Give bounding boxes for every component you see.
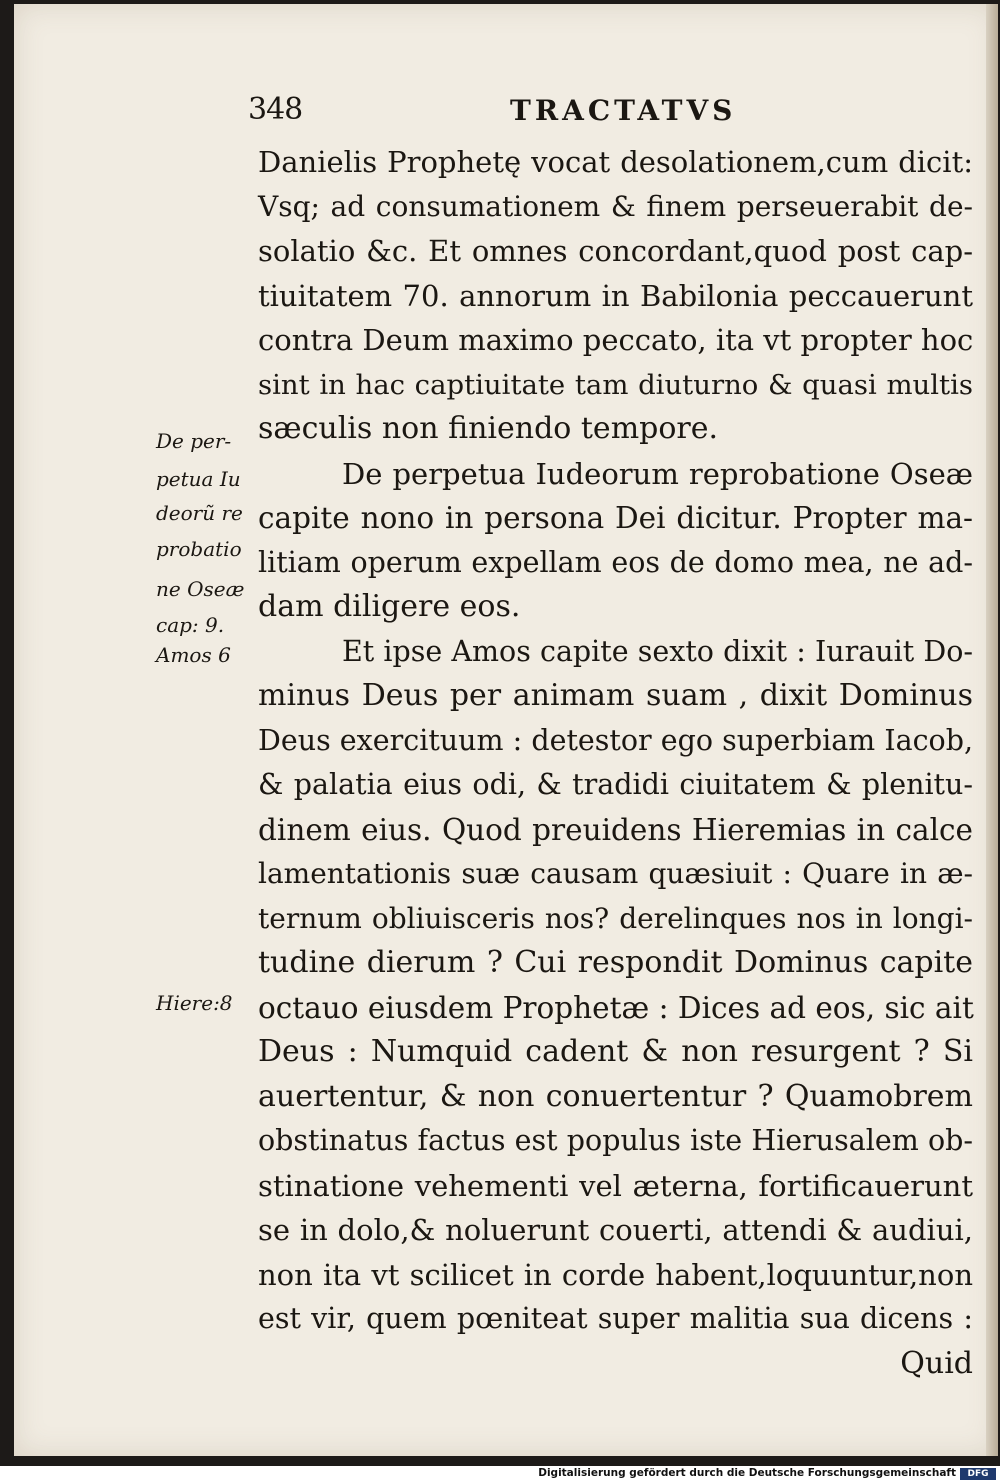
footer-credit: Digitalisierung gefördert durch die Deutsche Forschungsgemeinschaft	[538, 1467, 956, 1479]
text-line: dinem eius. Quod preuidens Hieremias in calce	[258, 812, 973, 847]
catchword: Quid	[900, 1345, 973, 1381]
text-line: se in dolo,& noluerunt couerti, attendi & audiui,	[258, 1213, 973, 1247]
margin-note: ne Oseæ	[156, 577, 245, 601]
text-line: tiuitatem 70. annorum in Babilonia peccauerunt	[258, 278, 973, 313]
margin-note: deorũ re	[156, 501, 243, 525]
margin-note: petua Iu	[156, 467, 241, 491]
page-edge	[986, 4, 998, 1456]
page-number: 348	[248, 92, 303, 127]
margin-note: Amos 6	[156, 643, 231, 667]
text-line: sint in hac captiuitate tam diuturno & quasi multis	[258, 368, 973, 401]
text-line: Danielis Prophetę vocat desolationem,cum dicit:	[258, 145, 973, 179]
margin-note: De per-	[156, 429, 232, 453]
text-line: non ita vt scilicet in corde habent,loquuntur,non	[258, 1257, 973, 1292]
text-line: Deus : Numquid cadent & non resurgent ? Si	[258, 1034, 973, 1069]
text-line: auertentur, & non conuertentur ? Quamobrem	[258, 1078, 973, 1114]
text-line: solatio &c. Et omnes concordant,quod post cap-	[258, 234, 973, 268]
text-line: minus Deus per animam suam , dixit Dominus	[258, 678, 973, 713]
text-line: lamentationis suæ causam quæsiuit : Quare in æ-	[258, 857, 973, 890]
text-line: De perpetua Iudeorum reprobatione Oseæ	[342, 456, 973, 491]
text-line: Vsq; ad consumationem & finem perseuerabit de-	[258, 189, 973, 223]
text-line: sæculis non finiendo tempore.	[258, 411, 719, 446]
margin-note: cap: 9.	[156, 613, 225, 637]
margin-note: probatio	[156, 537, 242, 561]
page-header	[248, 92, 758, 142]
digitization-footer	[0, 1466, 1000, 1482]
text-line: Et ipse Amos capite sexto dixit : Iurauit Do-	[342, 634, 973, 668]
dfg-logo: DFG	[960, 1468, 996, 1480]
text-line: octauo eiusdem Prophetæ : Dices ad eos, sic ait	[258, 990, 974, 1025]
text-line: stinatione vehementi vel æterna, fortificauerunt	[258, 1168, 973, 1203]
text-line: est vir, quem pœniteat super malitia sua dicens :	[258, 1302, 973, 1335]
body-text	[258, 140, 973, 1386]
text-line: capite nono in persona Dei dicitur. Propter ma-	[258, 501, 973, 535]
text-line: ternum obliuisceris nos? derelinques nos in longi-	[258, 901, 973, 935]
text-line: contra Deum maximo peccato, ita vt propter hoc	[258, 323, 974, 357]
text-line: & palatia eius odi, & tradidi ciuitatem & plenitu-	[258, 768, 973, 801]
margin-note: Hiere:8	[156, 991, 233, 1015]
text-line: Deus exercituum : detestor ego superbiam Iacob,	[258, 723, 973, 757]
text-line: dam diligere eos.	[258, 589, 521, 624]
text-line: tudine dierum ? Cui respondit Dominus capite	[258, 945, 973, 980]
running-title: TRACTATVS	[510, 94, 737, 127]
text-line: litiam operum expellam eos de domo mea, ne ad-	[258, 545, 973, 579]
text-line: obstinatus factus est populus iste Hierusalem ob-	[258, 1124, 973, 1157]
